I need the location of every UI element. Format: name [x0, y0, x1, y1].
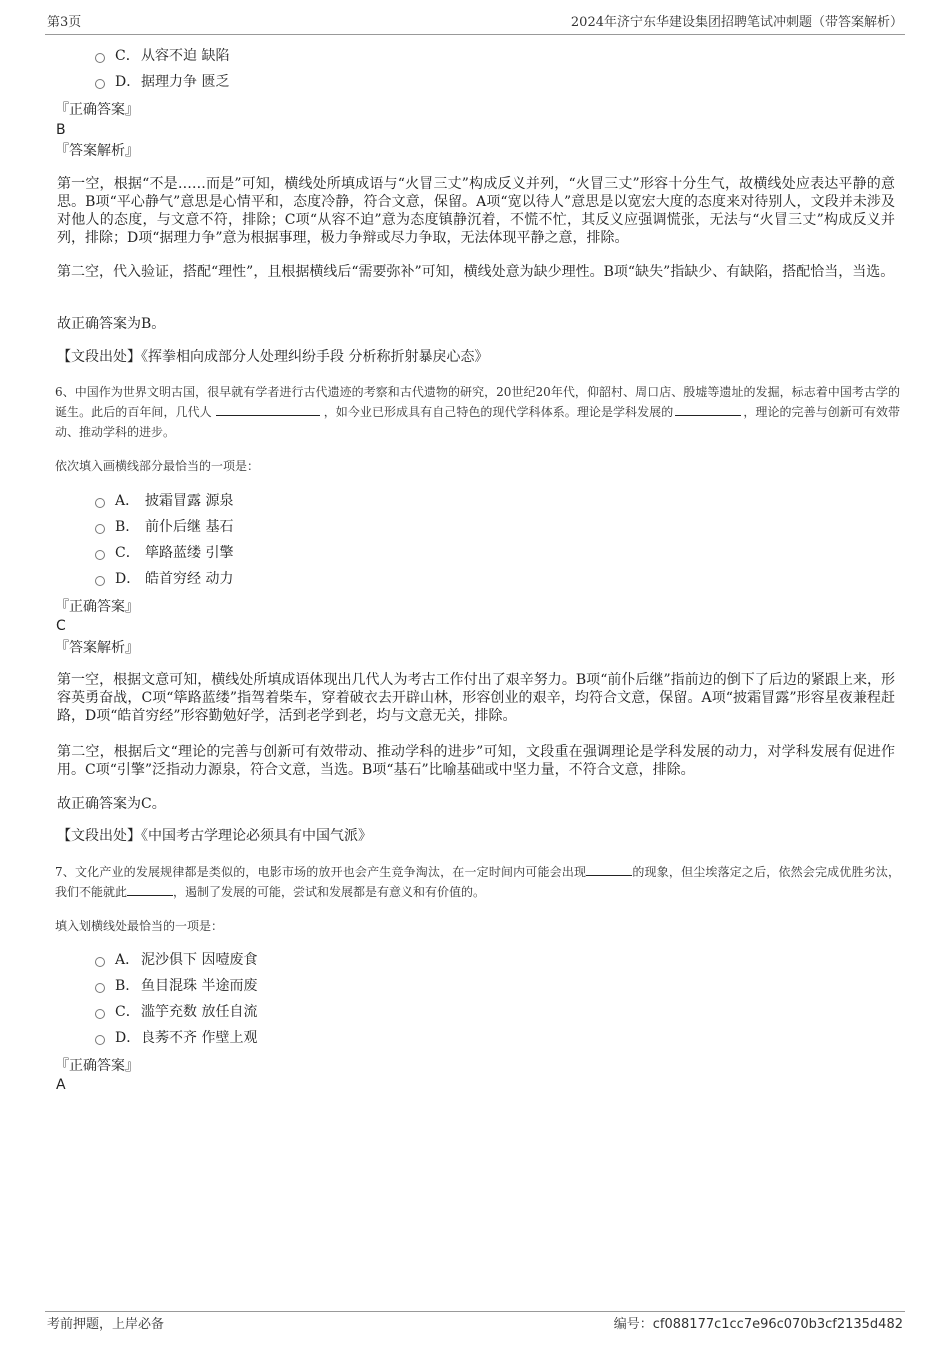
option-letter: C． — [115, 1004, 140, 1020]
option-a[interactable] — [95, 491, 233, 511]
radio-icon[interactable] — [95, 1009, 105, 1019]
correct-answer: C — [56, 618, 66, 634]
correct-answer-label: 『正确答案』 — [55, 1058, 139, 1074]
option-letter: D． — [115, 1030, 141, 1046]
radio-icon[interactable] — [95, 498, 105, 508]
page-header — [45, 12, 905, 35]
stem-part: 7、文化产业的发展规律都是类似的，电影市场的放开也会产生竞争淘汰，在一定时间内可能会出现 — [55, 865, 587, 879]
answer-blank — [216, 402, 320, 416]
option-text: 披霜冒露 源泉 — [145, 493, 234, 509]
answer-blank — [127, 882, 173, 896]
option-b[interactable] — [95, 517, 233, 537]
radio-icon[interactable] — [95, 53, 105, 63]
option-letter: A． — [115, 493, 140, 509]
option-text: 良莠不齐 作壁上观 — [141, 1030, 258, 1046]
stem-part: ，遏制了发展的可能，尝试和发展都是有意义和有价值的。 — [173, 885, 486, 899]
code-label: 编号： — [613, 1317, 653, 1332]
analysis-paragraph-1: 第一空，根据“不是……而是”可知，横线处所填成语与“火冒三丈”构成反义并列，“火冒三丈”形容十分生气，故横线处应表达平静的意思。B项“平心静气”意思是心情平和，态度冷静，符合文意，保留。A项“宽以待人”意思是以宽宏大度的态度来对待别人，文段并未涉及对他人的态度，与文意不符，排除；C项“从容不迫”意为态度镇静沉着，不慌不忙，其反义应强调慌张，无法与“火冒三丈”构成反义并列，排除；D项“据理力争”意为根据事理，极力争辩或尽力争取，无法体现平静之意，排除。 — [57, 176, 895, 246]
correct-answer: A — [56, 1077, 66, 1093]
radio-icon[interactable] — [95, 957, 105, 967]
analysis-paragraph-1: 第一空，根据文意可知，横线处所填成语体现出几代人为考古工作付出了艰辛努力。B项“前仆后继”指前边的倒下了后边的紧跟上来，形容英勇奋战，C项“筚路蓝缕”指驾着柴车，穿着破衣去开辟山林，形容创业的艰辛，均符合文意，保留。A项“披霜冒露”形容星夜兼程赶路，D项“皓首穷经”形容勤勉好学，活到老学到老，均与文意无关，排除。 — [57, 672, 895, 724]
stem-part: ，如今业已形成具有自己特色的现代学科体系。理论是学科发展的 — [323, 405, 674, 419]
code-value: cf088177c1cc7e96c070b3cf2135d482 — [652, 1317, 903, 1332]
option-d[interactable] — [95, 72, 229, 92]
option-text: 前仆后继 基石 — [145, 519, 234, 535]
correct-answer: B — [56, 122, 66, 138]
document-title: 2024年济宁东华建设集团招聘笔试冲刺题（带答案解析） — [570, 15, 903, 30]
document-code — [614, 1314, 903, 1336]
question-7-stem — [55, 862, 900, 902]
answer-blank — [675, 402, 741, 416]
analysis-paragraph-2: 第二空，根据后文“理论的完善与创新可有效带动、推动学科的进步”可知，文段重在强调理论是学科发展的动力，对学科发展有促进作用。C项“引擎”泛指动力源泉，符合文意，当选。B项“基石”比喻基础或中坚力量，不符合文意，排除。 — [57, 744, 895, 778]
option-a[interactable] — [95, 950, 257, 970]
stem-part: 6、中国作为世界文明古国，很早就有学者进行古代遗迹的考察和古代遗物的研究，20世纪20年代，仰韶村、周口店、殷墟等遗址的发掘，标志着中国考古学的诞生。此后的百年间，几代人 — [55, 385, 900, 419]
analysis-conclusion: 故正确答案为B。 — [57, 316, 166, 332]
option-letter: B. — [115, 978, 130, 994]
option-text: 筚路蓝缕 引擎 — [145, 545, 234, 561]
footer-slogan: 考前押题，上岸必备 — [47, 1317, 165, 1332]
analysis-paragraph-2: 第二空，代入验证，搭配“理性”，且根据横线后“需要弥补”可知，横线处意为缺少理性。B项“缺失”指缺少、有缺陷，搭配恰当，当选。 — [57, 264, 895, 280]
correct-answer-label: 『正确答案』 — [55, 102, 139, 118]
option-b[interactable] — [95, 976, 257, 996]
stem-part: ，理论的完善与创新可有效带动、推动学科的进步。 — [55, 405, 900, 439]
page-number: 第3页 — [47, 15, 82, 30]
answer-blank — [586, 862, 632, 876]
stem-part: 的现象，但尘埃落定之后，依然会完成优胜劣汰，我们不能就此 — [55, 865, 900, 899]
option-letter: C． — [115, 48, 140, 64]
option-text: 据理力争 匮乏 — [141, 74, 230, 90]
option-letter: B. — [115, 519, 130, 535]
option-d[interactable] — [95, 1028, 257, 1048]
analysis-label: 『答案解析』 — [55, 640, 139, 656]
option-d[interactable] — [95, 569, 233, 589]
option-c[interactable] — [95, 1002, 257, 1022]
page-footer — [45, 1311, 905, 1334]
option-letter: C． — [115, 545, 140, 561]
question-instruction: 依次填入画横线部分最恰当的一项是： — [55, 459, 260, 473]
radio-icon[interactable] — [95, 524, 105, 534]
question-instruction: 填入划横线处最恰当的一项是： — [55, 919, 224, 933]
option-text: 滥竽充数 放任自流 — [141, 1004, 258, 1020]
option-letter: D． — [115, 74, 141, 90]
radio-icon[interactable] — [95, 576, 105, 586]
analysis-conclusion: 故正确答案为C。 — [57, 796, 166, 812]
radio-icon[interactable] — [95, 79, 105, 89]
text-source: 【文段出处】《中国考古学理论必须具有中国气派》 — [57, 828, 372, 844]
radio-icon[interactable] — [95, 983, 105, 993]
option-text: 从容不迫 缺陷 — [141, 48, 230, 64]
option-c[interactable] — [95, 543, 233, 563]
analysis-label: 『答案解析』 — [55, 143, 139, 159]
option-letter: A． — [115, 952, 140, 968]
option-text: 泥沙俱下 因噎废食 — [141, 952, 258, 968]
option-letter: D． — [115, 571, 141, 587]
option-text: 鱼目混珠 半途而废 — [141, 978, 258, 994]
correct-answer-label: 『正确答案』 — [55, 599, 139, 615]
radio-icon[interactable] — [95, 550, 105, 560]
option-text: 皓首穷经 动力 — [145, 571, 234, 587]
question-6-stem — [55, 382, 900, 442]
radio-icon[interactable] — [95, 1035, 105, 1045]
text-source: 【文段出处】《挥拳相向成部分人处理纠纷手段 分析称折射暴戾心态》 — [57, 349, 489, 365]
option-c[interactable] — [95, 46, 229, 66]
